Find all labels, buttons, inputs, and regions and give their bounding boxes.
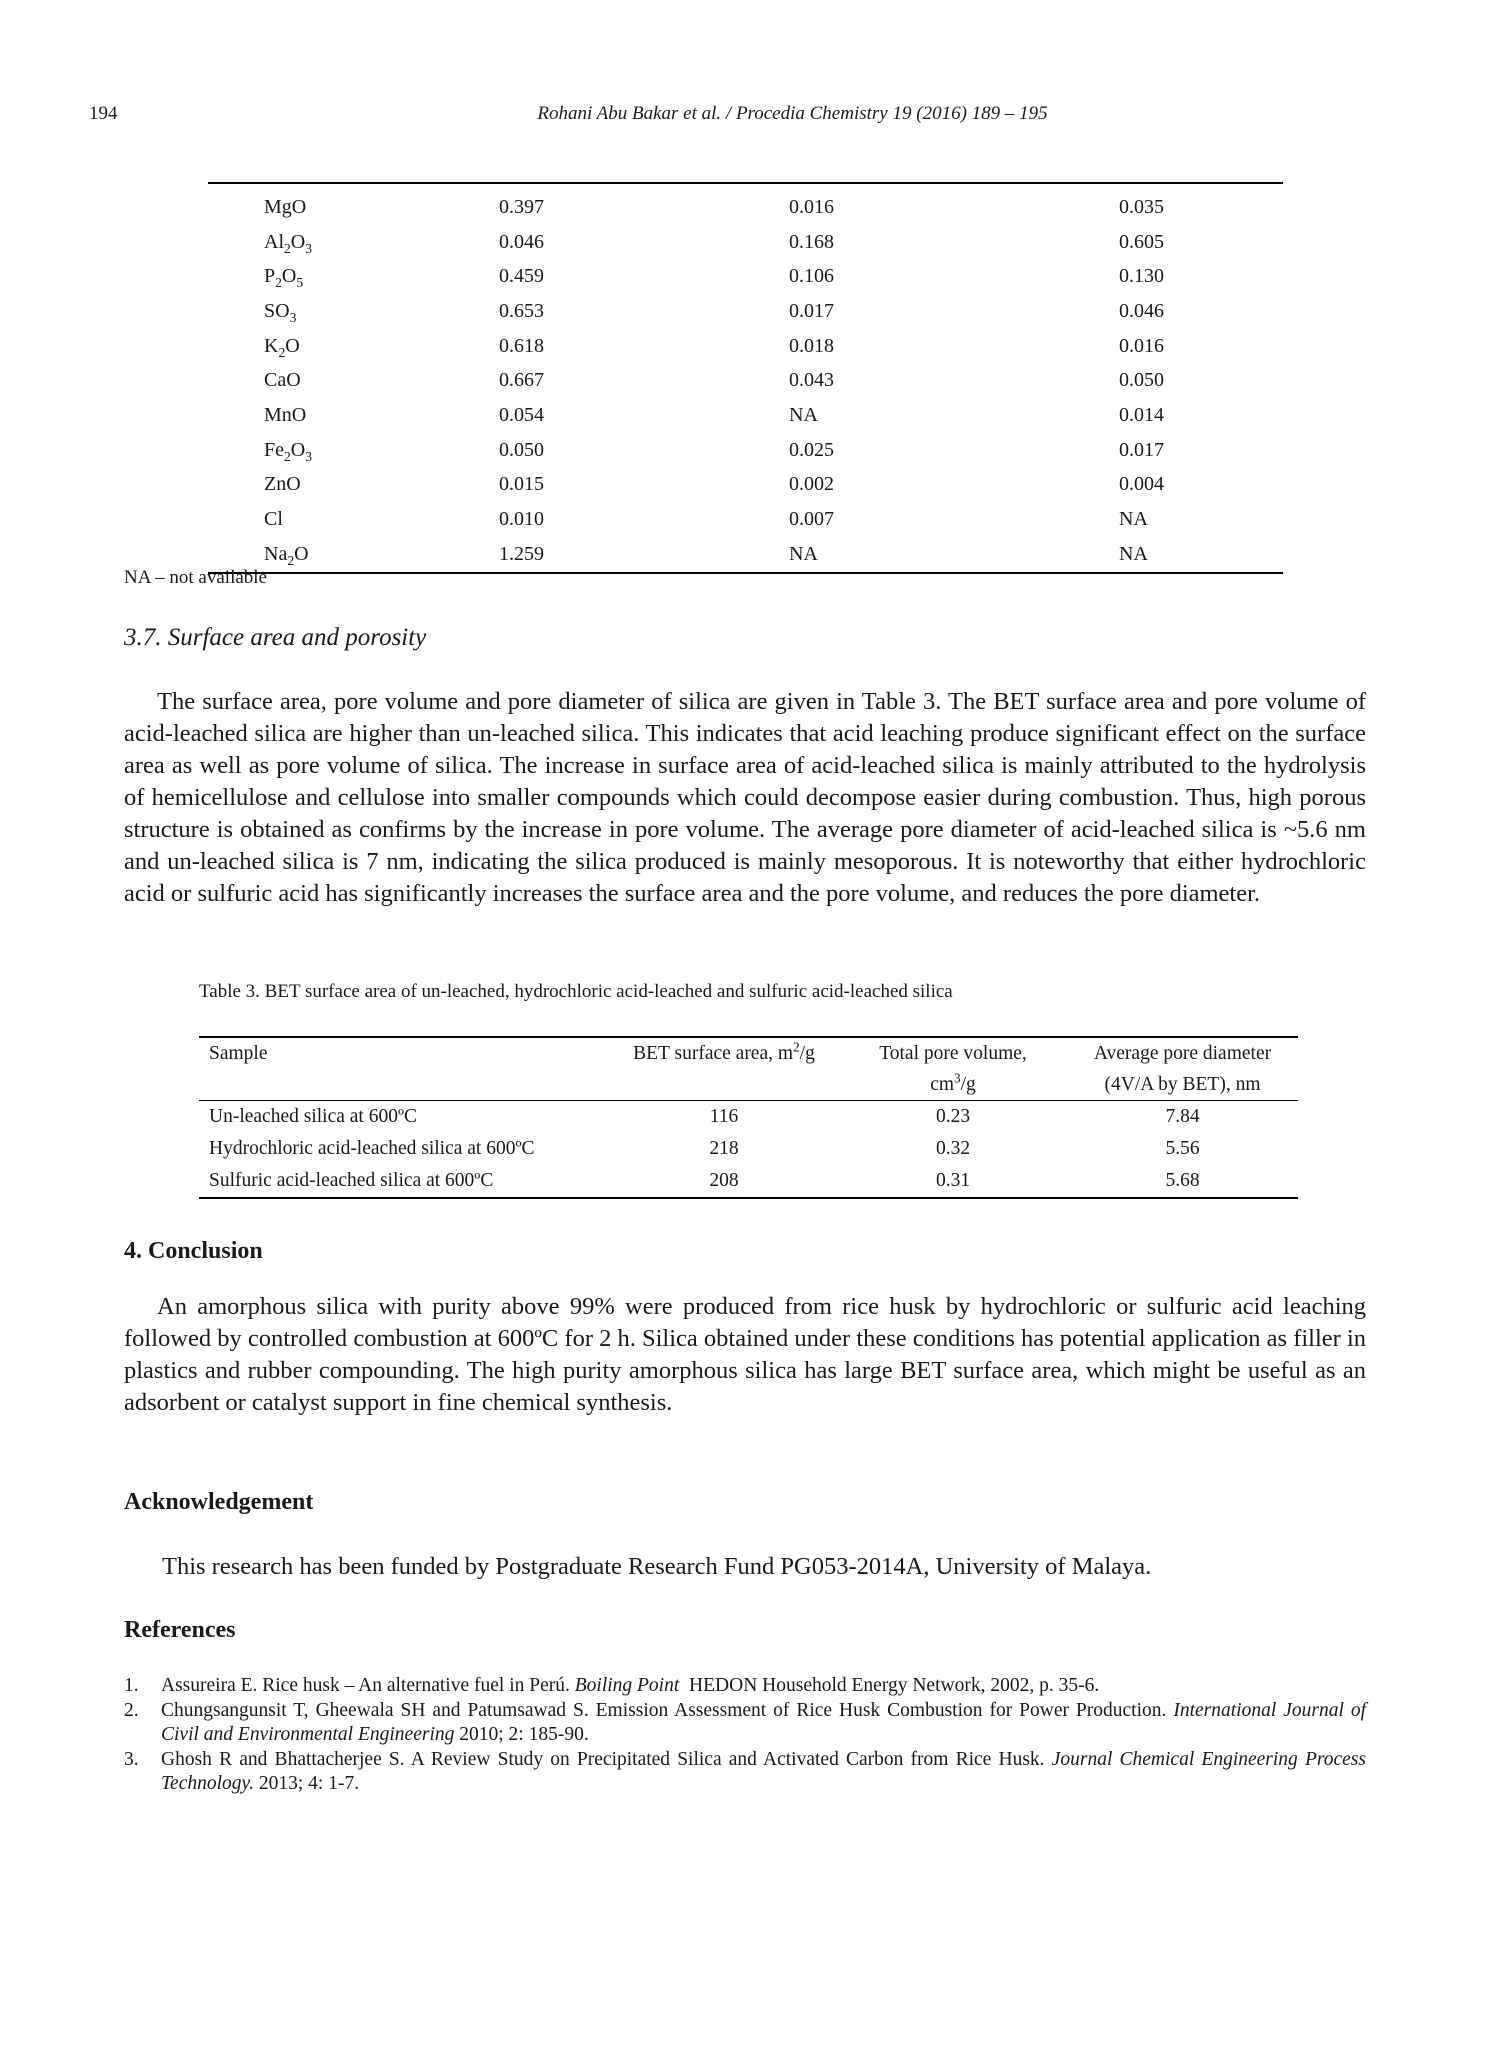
running-head: Rohani Abu Bakar et al. / Procedia Chemistry 19 (2016) 189 – 195 [537,103,1048,124]
value-cell: 1.259 [499,542,544,565]
oxide-name: $K_2O$ [264,334,300,360]
value-cell: 0.014 [1119,403,1164,426]
oxide-name: $SO_3$ [264,299,297,325]
pore-volume-cell: 0.32 [935,1138,971,1159]
value-cell: 0.010 [499,508,544,531]
value-cell: 0.046 [499,230,544,253]
value-cell: NA [1119,542,1148,565]
table-row [208,294,1283,329]
col-header-pore-volume-unit: $cm^3/g$ [839,1069,1067,1101]
pore-volume-cell: 0.23 [935,1106,971,1127]
oxide-name: $Al_2O_3$ [264,230,313,256]
col-header-pore-volume: Total pore volume, [839,1037,1067,1069]
pore-diameter-cell: 7.84 [1165,1106,1200,1127]
bet-cell: 218 [709,1138,739,1159]
table-row [199,1133,1298,1165]
reference-details: HEDON Household Energy Network, 2002, p. 35-6. [679,1675,1100,1696]
reference-list [124,1674,1366,1797]
conclusion-heading: 4. Conclusion [124,1238,263,1264]
value-cell: 0.016 [1119,334,1164,357]
reference-journal: International Journal of Civil and Environmental Engineering [161,1699,1366,1745]
pore-diameter-cell: 5.56 [1165,1138,1200,1159]
reference-item [124,1748,1366,1797]
value-cell: 0.605 [1119,230,1164,253]
bet-cell: 208 [609,1165,839,1198]
value-cell: 0.050 [499,438,544,461]
col-header-bet: BET surface area, $m^2/g$ [609,1037,839,1069]
section-paragraph [124,686,1366,910]
reference-journal: Boiling Point [574,1675,680,1696]
oxide-name: Cl [264,508,283,531]
value-cell: 0.618 [499,334,544,357]
bet-table [199,1036,1298,1199]
value-cell: NA [789,542,818,565]
sample-cell: Hydrochloric acid-leached silica at 600ºC [209,1138,535,1159]
sample-cell: Sulfuric acid-leached silica at 600ºC [199,1165,609,1198]
acknowledgement-heading: Acknowledgement [124,1489,314,1515]
reference-text: Ghosh R and Bhattacherjee S. A Review Study on Precipitated Silica and Activated Carbon from Rice Husk. [161,1748,1052,1770]
section-title: 3.7. Surface area and porosity [124,624,427,651]
table-footnote: NA – not available [124,567,267,588]
value-cell: 0.168 [789,230,834,253]
value-cell: 0.035 [1119,195,1164,218]
value-cell: 0.043 [789,369,834,392]
value-cell: 0.054 [499,403,544,426]
table-row [199,1165,1298,1198]
value-cell: 0.015 [499,473,544,496]
table-row [208,537,1283,573]
oxide-name: $P_2O_5$ [264,265,304,291]
sample-cell: Un-leached silica at 600ºC [209,1106,418,1127]
reference-number: 3. [124,1748,139,1770]
value-cell: 0.106 [789,265,834,288]
table-row [208,398,1283,433]
table-row [208,468,1283,503]
value-cell: 0.017 [1119,438,1164,461]
table-row [208,363,1283,398]
conclusion-paragraph-text: An amorphous silica with purity above 99% were produced from rice husk by hydrochloric or sulfuric acid leaching followed by controlled combustion at 600ºC for 2 h. Silica obtained under these conditions has potential application as filler in plastics and rubber compounding. The high purity amorphous silica has large BET surface area, which might be useful as an adsorbent or catalyst support in fine chemical synthesis. [124,1293,1366,1416]
reference-details: 2010; 2: 185-90. [454,1724,589,1745]
bet-cell: 116 [709,1106,739,1127]
table-caption: Table 3. BET surface area of un-leached, hydrochloric acid-leached and sulfuric acid-leached silica [199,981,953,1002]
table-row [208,329,1283,364]
value-cell: 0.016 [789,195,834,218]
oxide-name: $Na_2O$ [264,542,309,568]
value-cell: 0.004 [1119,473,1164,496]
table-row [208,433,1283,468]
value-cell: 0.002 [789,473,834,496]
reference-item [124,1674,1366,1699]
oxide-name: ZnO [264,473,301,496]
oxide-name: MnO [264,403,307,426]
oxide-name: $Fe_2O_3$ [264,438,313,464]
pore-diameter-cell: 5.68 [1067,1165,1298,1198]
value-cell: 0.046 [1119,299,1164,322]
value-cell: 0.130 [1119,265,1164,288]
conclusion-paragraph [124,1291,1366,1419]
value-cell: 0.397 [499,195,544,218]
table-row [208,225,1283,260]
reference-journal: Journal Chemical Engineering Process Technology. [161,1748,1366,1794]
value-cell: 0.459 [499,265,544,288]
page-number: 194 [89,103,118,124]
value-cell: 0.653 [499,299,544,322]
section-paragraph-text: The surface area, pore volume and pore diameter of silica are given in Table 3. The BET surface area and pore volume of acid-leached silica are higher than un-leached silica. This indicates that acid leaching produce significant effect on the surface area as well as pore volume of silica. The increase in surface area of acid-leached silica is mainly attributed to the hydrolysis of hemicellulose and cellulose into smaller compounds which could decompose easier during combustion. Thus, high porous structure is obtained as confirms by the increase in pore volume. The average pore diameter of acid-leached silica is ~5.6 nm and un-leached silica is 7 nm, indicating the silica produced is mainly mesoporous. It is noteworthy that either hydrochloric acid or sulfuric acid has significantly increases the surface area and the pore volume, and reduces the pore diameter. [124,688,1366,907]
oxide-composition-table [208,182,1283,574]
reference-number: 2. [124,1699,139,1721]
table-row [208,502,1283,537]
value-cell: 0.025 [789,438,834,461]
value-cell: 0.017 [789,299,834,322]
table-row [199,1101,1298,1134]
table-row [208,259,1283,294]
table-row [208,183,1283,225]
value-cell: 0.007 [789,508,834,531]
value-cell: NA [789,403,818,426]
value-cell: 0.018 [789,334,834,357]
reference-item [124,1699,1366,1748]
references-heading: References [124,1617,236,1643]
reference-details: 2013; 4: 1-7. [254,1773,360,1794]
value-cell: NA [1119,508,1148,531]
reference-text: Chungsangunsit T, Gheewala SH and Patumsawad S. Emission Assessment of Rice Husk Combustion for Power Production. [161,1699,1174,1721]
value-cell: 0.050 [1119,369,1164,392]
pore-volume-cell: 0.31 [839,1165,1067,1198]
col-header-pore-diameter: Average pore diameter [1067,1037,1298,1069]
oxide-name: MgO [264,195,307,218]
acknowledgement-text: This research has been funded by Postgraduate Research Fund PG053-2014A, University of Malaya. [162,1553,1152,1580]
value-cell: 0.667 [499,369,544,392]
reference-text: Assureira E. Rice husk – An alternative fuel in Perú. [161,1675,575,1696]
col-header-pore-diameter-unit: (4V/A by BET), nm [1067,1069,1298,1101]
oxide-name: CaO [264,369,301,392]
col-header-sample: Sample [199,1037,609,1069]
reference-number: 1. [124,1675,139,1696]
